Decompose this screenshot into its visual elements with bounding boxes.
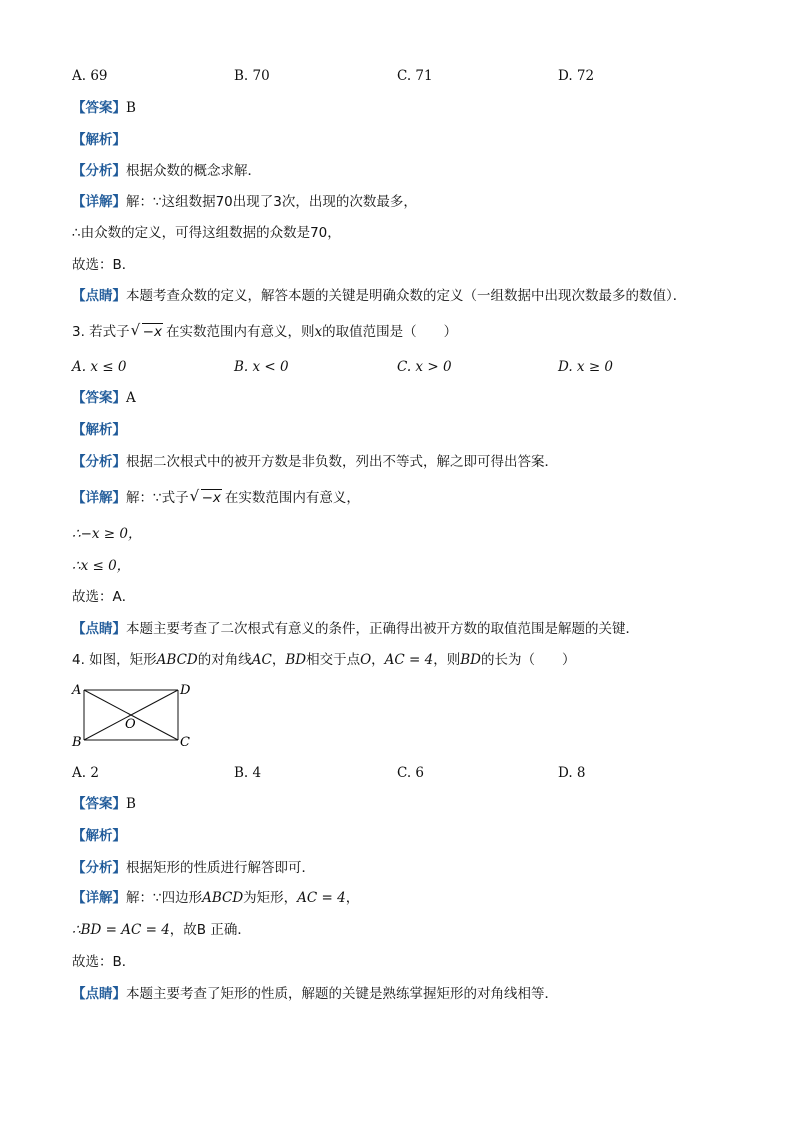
q3-answer [72,389,136,407]
fenxi-text: 根据矩形的性质进行解答即可． [126,860,315,876]
var-x: x [314,324,323,340]
q4-sep: ， [271,652,286,668]
q3-option-a: A. x ≤ 0 [72,359,127,375]
seg-ac: AC [251,652,272,668]
rect-name: ABCD [202,890,244,906]
xiangjie-prefix: 解：∵式子 [126,490,189,506]
fenxi-tag: 【分析】 [72,163,126,179]
q2-fenxi [72,162,261,180]
answer-value: B [126,100,136,116]
q2-option-a: A. 69 [72,68,108,84]
fenxi-text: 根据众数的概念求解． [126,163,261,179]
q4-stem-b: 相交于点 [306,652,361,668]
q3-option-d: D. x ≥ 0 [558,359,614,375]
label-b: B [72,735,82,750]
q3-stem [72,323,457,341]
q3-step2: ∴−x ≥ 0， [72,526,142,542]
q3-choose: 故选：A． [72,589,136,605]
q4-stem-c: ， [371,652,385,668]
label-o: O [125,717,136,732]
q4-stem-prefix: 4. 如图，矩形 [72,652,157,668]
xiangjie-mid: 为矩形， [243,890,298,906]
dianjing-text: 本题主要考查了矩形的性质，解题的关键是熟练掌握矩形的对角线相等． [126,986,558,1002]
rect-name: ABCD [156,652,198,668]
q2-option-c: C. 71 [397,68,433,84]
xiangjie-end: ， [345,890,360,906]
q3-dianjing [72,620,639,638]
answer-tag: 【答案】 [72,796,126,812]
ac-equation: AC = 4 [384,652,434,668]
xiangjie-tag: 【详解】 [72,490,126,506]
xiangjie-prefix: 解：∵四边形 [126,890,203,906]
answer-value: B [126,796,136,812]
q4-dianjing [72,985,558,1003]
radicand: −x [201,490,221,506]
label-d: D [180,683,191,698]
q4-choose: 故选：B． [72,954,136,970]
fenxi-tag: 【分析】 [72,454,126,470]
dianjing-text: 本题考查众数的定义，解答本题的关键是明确众数的定义（一组数据中出现次数最多的数值）． [126,288,687,304]
q2-option-d: D. 72 [558,68,595,84]
dianjing-tag: 【点睛】 [72,621,126,637]
q4-stem-e: 的长为（ ） [480,652,576,668]
q4-fenxi [72,859,315,877]
q2-xiangjie [72,193,417,211]
q4-option-a: A. 2 [72,765,99,781]
sqrt-expression [192,489,222,507]
bd-equation: ∴BD = AC = 4 [72,922,170,938]
q4-answer [72,795,136,813]
step2-rest: ，故B 正确． [169,922,251,938]
answer-tag: 【答案】 [72,390,126,406]
radicand: −x [142,324,162,340]
q4-stem [72,651,575,669]
q4-option-c: C. 6 [397,765,425,781]
q4-stem-d: ，则 [433,652,461,668]
dianjing-text: 本题主要考查了二次根式有意义的条件，正确得出被开方数的取值范围是解题的关键． [126,621,639,637]
q3-option-c: C. x > 0 [397,359,452,375]
xiangjie-suffix: 在实数范围内有意义， [224,490,360,506]
analysis-tag: 【解析】 [72,422,126,438]
q2-analysis [72,131,126,149]
q2-dianjing [72,287,686,305]
sqrt-expression [133,323,163,341]
dianjing-tag: 【点睛】 [72,986,126,1002]
point-o: O [360,652,372,668]
analysis-tag: 【解析】 [72,132,126,148]
label-a: A [72,683,82,698]
q4-option-d: D. 8 [558,765,586,781]
answer-value: A [126,390,136,406]
q3-fenxi [72,453,558,471]
q4-xiangjie [72,889,359,907]
q3-step3: ∴x ≤ 0， [72,558,131,574]
seg-bd: BD [285,652,307,668]
xiangjie-tag: 【详解】 [72,890,126,906]
fenxi-tag: 【分析】 [72,860,126,876]
q3-option-b: B. x < 0 [234,359,289,375]
q4-option-b: B. 4 [234,765,262,781]
q4-step2 [72,921,251,939]
q4-analysis [72,827,126,845]
q3-analysis [72,421,126,439]
q2-choose: 故选：B． [72,257,136,273]
fenxi-text: 根据二次根式中的被开方数是非负数，列出不等式，解之即可得出答案． [126,454,558,470]
q2-answer [72,99,136,117]
answer-tag: 【答案】 [72,100,126,116]
dianjing-tag: 【点睛】 [72,288,126,304]
q4-stem-a: 的对角线 [197,652,252,668]
q3-stem-mid: 在实数范围内有意义，则 [165,324,315,340]
ac-equation: AC = 4 [297,890,346,906]
analysis-tag: 【解析】 [72,828,126,844]
q3-stem-suffix: 的取值范围是（ ） [322,324,458,340]
seg-bd-2: BD [460,652,481,668]
q3-stem-prefix: 3. 若式子 [72,324,130,340]
q2-option-b: B. 70 [234,68,270,84]
label-c: C [180,735,190,750]
q2-step2: ∴由众数的定义，可得这组数据的众数是70， [72,225,341,241]
q3-xiangjie [72,489,360,507]
xiangjie-text: 解：∵这组数据70出现了3次，出现的次数最多， [126,194,417,210]
rectangle-figure [70,680,200,752]
xiangjie-tag: 【详解】 [72,194,126,210]
